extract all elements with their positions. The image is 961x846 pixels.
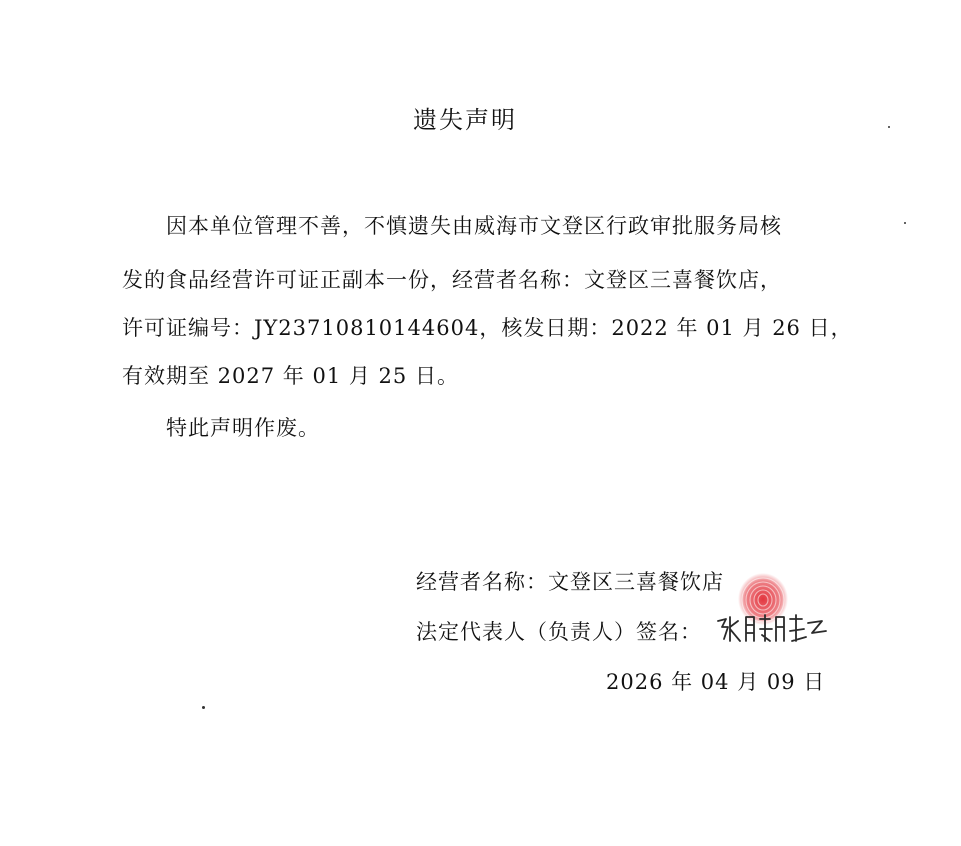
scan-speck bbox=[904, 222, 906, 224]
document-title: 遗失声明 bbox=[413, 106, 517, 134]
scan-speck bbox=[202, 706, 205, 709]
declaration-date: 2026 年 04 月 09 日 bbox=[606, 670, 826, 694]
operator-name-line: 经营者名称：文登区三喜餐饮店 bbox=[416, 570, 724, 594]
closing-statement: 特此声明作废。 bbox=[166, 416, 320, 440]
paragraph-line-2: 发的食品经营许可证正副本一份，经营者名称：文登区三喜餐饮店， bbox=[122, 268, 782, 292]
paragraph-line-4: 有效期至 2027 年 01 月 25 日。 bbox=[122, 364, 459, 388]
paragraph-line-1: 因本单位管理不善，不慎遗失由威海市文登区行政审批服务局核 bbox=[166, 214, 782, 238]
scan-speck bbox=[888, 126, 890, 128]
handwritten-signature bbox=[712, 607, 832, 651]
representative-label: 法定代表人（负责人）签名： bbox=[416, 620, 702, 644]
paragraph-line-3: 许可证编号：JY23710810144604，核发日期：2022 年 01 月 26 日， bbox=[122, 316, 853, 340]
